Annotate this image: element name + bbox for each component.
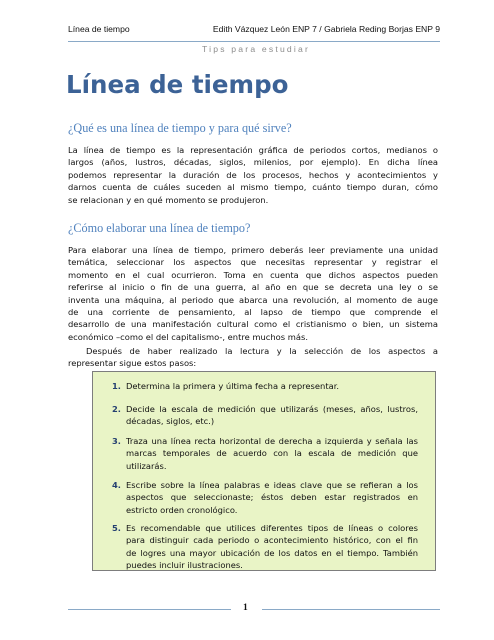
page-header: [68, 24, 440, 38]
section-paragraph-what: [68, 144, 438, 206]
step-line: décadas, siglos, etc.): [126, 416, 215, 427]
step-number: 1.: [112, 381, 121, 391]
section-paragraph-how: [68, 244, 438, 343]
paragraph-line: temática, seleccionar los aspectos que necesitas representar y registrar el: [68, 257, 438, 268]
step-line: Traza una línea recta horizontal de derecha a izquierda y señala las: [126, 436, 418, 446]
paragraph-line: darnos cuenta de cuáles suceden al mismo tiempo, cuánto tiempo duran, cómo: [68, 182, 438, 193]
header-authors: Edith Vázquez León ENP 7 / Gabriela Reding Borjas ENP 9: [212, 24, 440, 34]
step-number: 3.: [112, 436, 121, 446]
paragraph-line: Después de haber realizado la lectura y la selección de los aspectos a: [86, 346, 438, 356]
footer-divider-right: [262, 609, 440, 610]
paragraph-line: largos (años, lustros, décadas, siglos, milenios, por ejemplo). En dicha línea: [68, 157, 438, 168]
step-line: Decide la escala de medición que utilizarás (meses, años, lustros,: [126, 404, 418, 414]
step-line: utilizarás.: [126, 460, 167, 471]
header-divider: [68, 41, 440, 42]
paragraph-line: representar sigue estos pasos:: [68, 358, 197, 369]
step-line: estricto orden cronológico.: [126, 504, 238, 515]
section-heading-how: ¿Cómo elaborar una línea de tiempo?: [68, 221, 251, 235]
step-line: de logres una mayor ubicación de los datos en el tiempo. También: [126, 547, 418, 558]
paragraph-line: económico –como el del capitalismo-, entre muchos más.: [68, 331, 309, 342]
step-line: Determina la primera y última fecha a representar.: [126, 381, 340, 391]
paragraph-line: La línea de tiempo es la representación gráfica de periodos cortos, medianos o: [68, 145, 438, 155]
section-heading-what: ¿Qué es una línea de tiempo y para qué sirve?: [68, 121, 292, 135]
header-subtitle: Tips para estudiar: [202, 44, 311, 54]
steps-box: [92, 371, 436, 571]
step-number: 5.: [112, 523, 121, 533]
paragraph-line: de una corriente de pensamiento, al lapso de tiempo que comprende el: [68, 306, 438, 317]
header-document-title: Línea de tiempo: [68, 24, 130, 34]
paragraph-line: podemos representar la duración de los procesos, hechos y acontecimientos y: [68, 169, 438, 180]
paragraph-line: se relacionan y en qué momento se produjeron.: [68, 194, 269, 205]
steps-intro: [68, 345, 438, 370]
paragraph-line: desarrollo de una manifestación cultural como el cristianismo o bien, un sistema: [68, 319, 438, 330]
paragraph-line: referirse al inicio o fin de una guerra, al año en que se decreta una ley o se: [68, 282, 438, 293]
page-title: Línea de tiempo: [66, 70, 289, 99]
step-line: aspectos que seleccionaste; éstos deben estar registrados en: [126, 492, 418, 503]
paragraph-line: Para elaborar una línea de tiempo, primero deberás leer previamente una unidad: [68, 245, 438, 255]
step-line: Es recomendable que utilices diferentes tipos de líneas o colores: [126, 523, 418, 533]
step-line: marcas temporales de acuerdo con la escala de medición que: [126, 448, 418, 459]
paragraph-line: inventa una máquina, al periodo que abarca una revolución, al momento de auge: [68, 294, 438, 305]
step-line: Escribe sobre la línea palabras e ideas clave que se refieran a los: [126, 480, 418, 490]
paragraph-line: momento en el cual ocurrieron. Toma en cuenta que dichos aspectos pueden: [68, 269, 438, 280]
step-line: puedes incluir ilustraciones.: [126, 560, 243, 571]
page-number: 1: [243, 603, 248, 613]
step-line: para distinguir cada periodo o acontecimiento histórico, con el fin: [126, 535, 418, 546]
footer-divider-left: [68, 609, 231, 610]
step-number: 2.: [112, 404, 121, 414]
step-number: 4.: [112, 480, 121, 490]
